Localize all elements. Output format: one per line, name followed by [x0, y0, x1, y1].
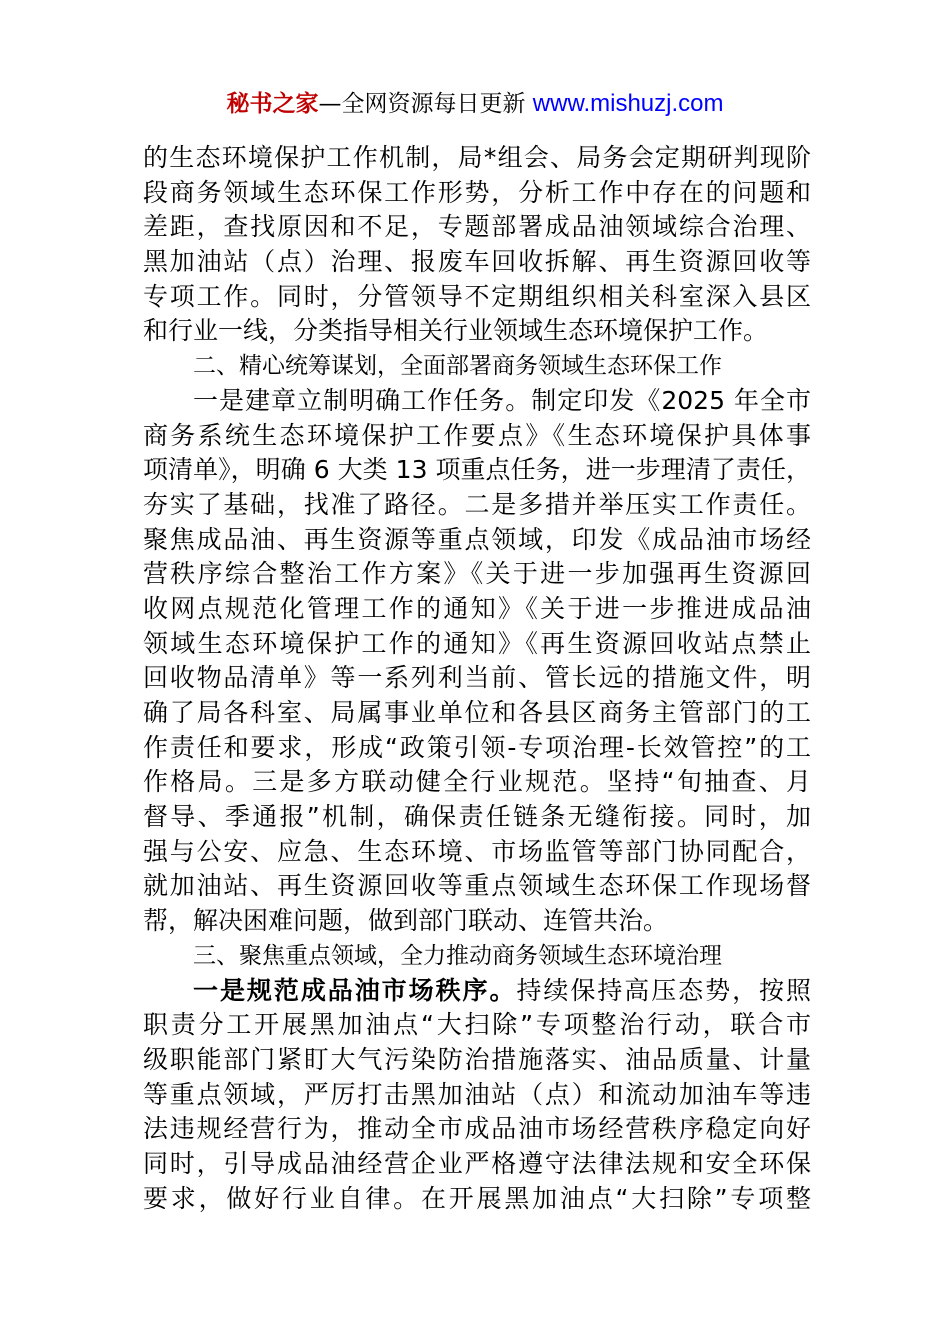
text-line: 督导、季通报”机制，确保责任链条无缝衔接。同时，加 — [143, 802, 811, 832]
text-line: 营秩序综合整治工作方案》《关于进一步加强再生资源回 — [143, 559, 811, 589]
text-line: 一是建章立制明确工作任务。制定印发《2025 年全市 — [193, 385, 811, 415]
text-line: 领域生态环境保护工作的通知》《再生资源回收站点禁止 — [143, 628, 811, 658]
site-url-link[interactable]: www.mishuzj.com — [532, 90, 724, 117]
text-line: 同时，引导成品油经营企业严格遵守法律法规和安全环保 — [143, 1148, 811, 1178]
text-line: 确了局各科室、局属事业单位和各县区商务主管部门的工 — [143, 698, 811, 727]
text-line: 项清单》，明确 6 大类 13 项重点任务，进一步理清了责任， — [143, 455, 811, 485]
text-line: 回收物品清单》等一系列利当前、管长远的措施文件，明 — [143, 663, 811, 693]
text-line: 作责任和要求，形成“政策引领-专项治理-长效管控”的工 — [143, 732, 811, 762]
text-line: 和行业一线，分类指导相关行业领域生态环境保护工作。 — [143, 316, 769, 346]
section-heading-2: 二、精心统筹谋划，全面部署商务领域生态环保工作 — [193, 353, 722, 380]
text-line: 强与公安、应急、生态环境、市场监管等部门协同配合， — [143, 836, 811, 866]
text-line: 夯实了基础，找准了路径。二是多措并举压实工作责任。 — [143, 489, 811, 519]
text-line: 职责分工开展黑加油点“大扫除”专项整治行动，联合市 — [143, 1010, 811, 1040]
text-line: 法违规经营行为，推动全市成品油市场经营秩序稳定向好 — [143, 1114, 811, 1144]
text-line: 收网点规范化管理工作的通知》《关于进一步推进成品油 — [143, 593, 811, 623]
bold-lead-text: 一是规范成品油市场秩序。 — [193, 975, 517, 1005]
text-line-rest: 持续保持高压态势，按照 — [516, 975, 811, 1005]
text-line: 等重点领域，严厉打击黑加油站（点）和流动加油车等违 — [143, 1079, 811, 1109]
text-line: 差距，查找原因和不足，专题部署成品油领域综合治理、 — [143, 212, 811, 242]
text-line: 聚焦成品油、再生资源等重点领域，印发《成品油市场经 — [143, 524, 811, 554]
document-body — [143, 141, 811, 1216]
text-line: 作格局。三是多方联动健全行业规范。坚持“旬抽查、月 — [143, 767, 811, 797]
text-line: 黑加油站（点）治理、报废车回收拆解、再生资源回收等 — [143, 247, 811, 277]
site-brand: 秘书之家 — [226, 91, 319, 117]
site-header — [0, 88, 950, 120]
text-line: 要求，做好行业自律。在开展黑加油点“大扫除”专项整 — [143, 1183, 811, 1213]
text-line — [143, 974, 811, 1009]
section-heading-3: 三、聚焦重点领域，全力推动商务领域生态环境治理 — [193, 942, 722, 969]
text-line: 段商务领域生态环保工作形势，分析工作中存在的问题和 — [143, 177, 811, 207]
text-line: 的生态环境保护工作机制，局*组会、局务会定期研判现阶 — [143, 143, 811, 172]
text-line: 帮，解决困难问题，做到部门联动、连管共治。 — [143, 906, 669, 936]
text-line: 就加油站、再生资源回收等重点领域生态环保工作现场督 — [143, 871, 811, 901]
site-tagline: —全网资源每日更新 — [318, 91, 526, 117]
text-line: 商务系统生态环境保护工作要点》《生态环境保护具体事 — [143, 420, 811, 450]
text-line: 专项工作。同时，分管领导不定期组织相关科室深入县区 — [143, 281, 811, 311]
text-line: 级职能部门紧盯大气污染防治措施落实、油品质量、计量 — [143, 1044, 811, 1074]
